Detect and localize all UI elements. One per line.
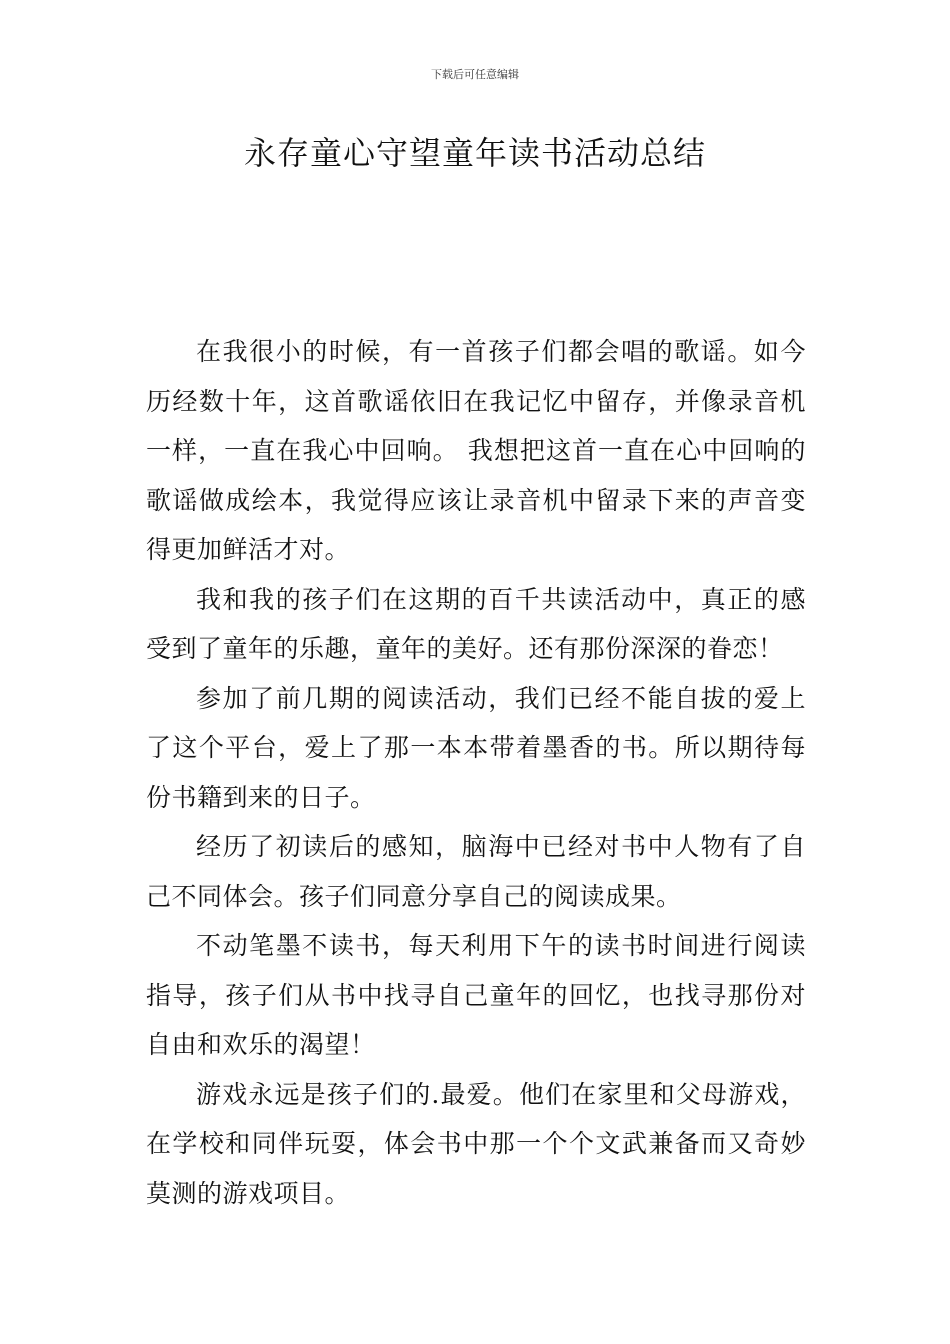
paragraph: 在我很小的时候，有一首孩子们都会唱的歌谣。如今历经数十年，这首歌谣依旧在我记忆中留存，并像录音机一样，一直在我心中回响。 我想把这首一直在心中回响的歌谣做成绘本，我觉得应该让录音机中留录下来的声音变得更加鲜活才对。	[146, 337, 806, 564]
document-body	[146, 327, 806, 1218]
document-title: 永存童心守望童年读书活动总结	[243, 134, 706, 172]
paragraph: 参加了前几期的阅读活动，我们已经不能自拔的爱上了这个平台，爱上了那一本本带着墨香的书。所以期待每份书籍到来的日子。	[146, 683, 806, 812]
paragraph: 我和我的孩子们在这期的百千共读活动中，真正的感受到了童年的乐趣，童年的美好。还有那份深深的眷恋！	[146, 584, 806, 663]
paragraph: 游戏永远是孩子们的.最爱。他们在家里和父母游戏，在学校和同伴玩耍，体会书中那一个个文武兼备而又奇妙莫测的游戏项目。	[146, 1079, 806, 1208]
header-note: 下载后可任意编辑	[431, 68, 519, 81]
paragraph: 不动笔墨不读书，每天利用下午的读书时间进行阅读指导，孩子们从书中找寻自己童年的回忆，也找寻那份对自由和欢乐的渴望！	[146, 931, 806, 1059]
paragraph: 经历了初读后的感知，脑海中已经对书中人物有了自己不同体会。孩子们同意分享自己的阅读成果。	[146, 832, 806, 911]
